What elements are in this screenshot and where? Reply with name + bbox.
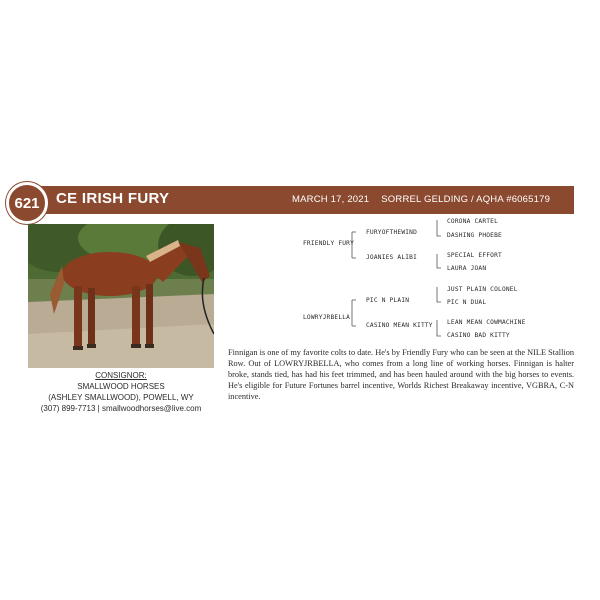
pedigree-g8: CASINO BAD KITTY [447, 332, 510, 339]
pedigree-dam-dam: CASINO MEAN KITTY [366, 322, 433, 329]
pedigree-g4: LAURA JOAN [447, 265, 487, 272]
pedigree-dam-sire: PIC N PLAIN [366, 297, 410, 304]
pedigree-g2: DASHING PHOEBE [447, 232, 502, 239]
consignor-owner-location: (ASHLEY SMALLWOOD), POWELL, WY [48, 393, 194, 402]
pedigree-dam: LOWRYJRBELLA [303, 314, 351, 321]
pedigree-sire-dam: JOANIES ALIBI [366, 254, 418, 261]
pedigree-g5: JUST PLAIN COLONEL [447, 286, 518, 293]
pedigree-sire: FRIENDLY FURY [303, 240, 355, 247]
pedigree-g6: PIC N DUAL [447, 299, 487, 306]
horse-name: CE IRISH FURY [56, 190, 170, 207]
pedigree-g1: CORONA CARTEL [447, 218, 499, 225]
consignor-name: SMALLWOOD HORSES [77, 382, 165, 391]
horse-details: SORREL GELDING / AQHA #6065179 [381, 194, 551, 205]
horse-description: Finnigan is one of my favorite colts to date. He's by Friendly Fury who can be seen at the NILE Stallion Row. Out of LOWRYJRBELLA, who comes from a long line of working horses. Finnigan is halter broke, stands tied, has had his feet trimmed, and has been hauled around with the big horses to events. He's eligible for Future Fortunes barrel incentive, Worlds Richest Breakaway incentive, VGBRA, C-N incentive. [228, 348, 574, 401]
consignor-header: CONSIGNOR: [95, 371, 147, 380]
pedigree-g7: LEAN MEAN COWMACHINE [447, 319, 526, 326]
birth-date: MARCH 17, 2021 [292, 194, 370, 205]
consignor-contact: (307) 899-7713 | smallwoodhorses@live.com [40, 404, 202, 413]
pedigree-g3: SPECIAL EFFORT [447, 252, 502, 259]
lot-number-badge: 621 [6, 182, 48, 224]
pedigree-sire-sire: FURYOFTHEWIND [366, 229, 418, 236]
